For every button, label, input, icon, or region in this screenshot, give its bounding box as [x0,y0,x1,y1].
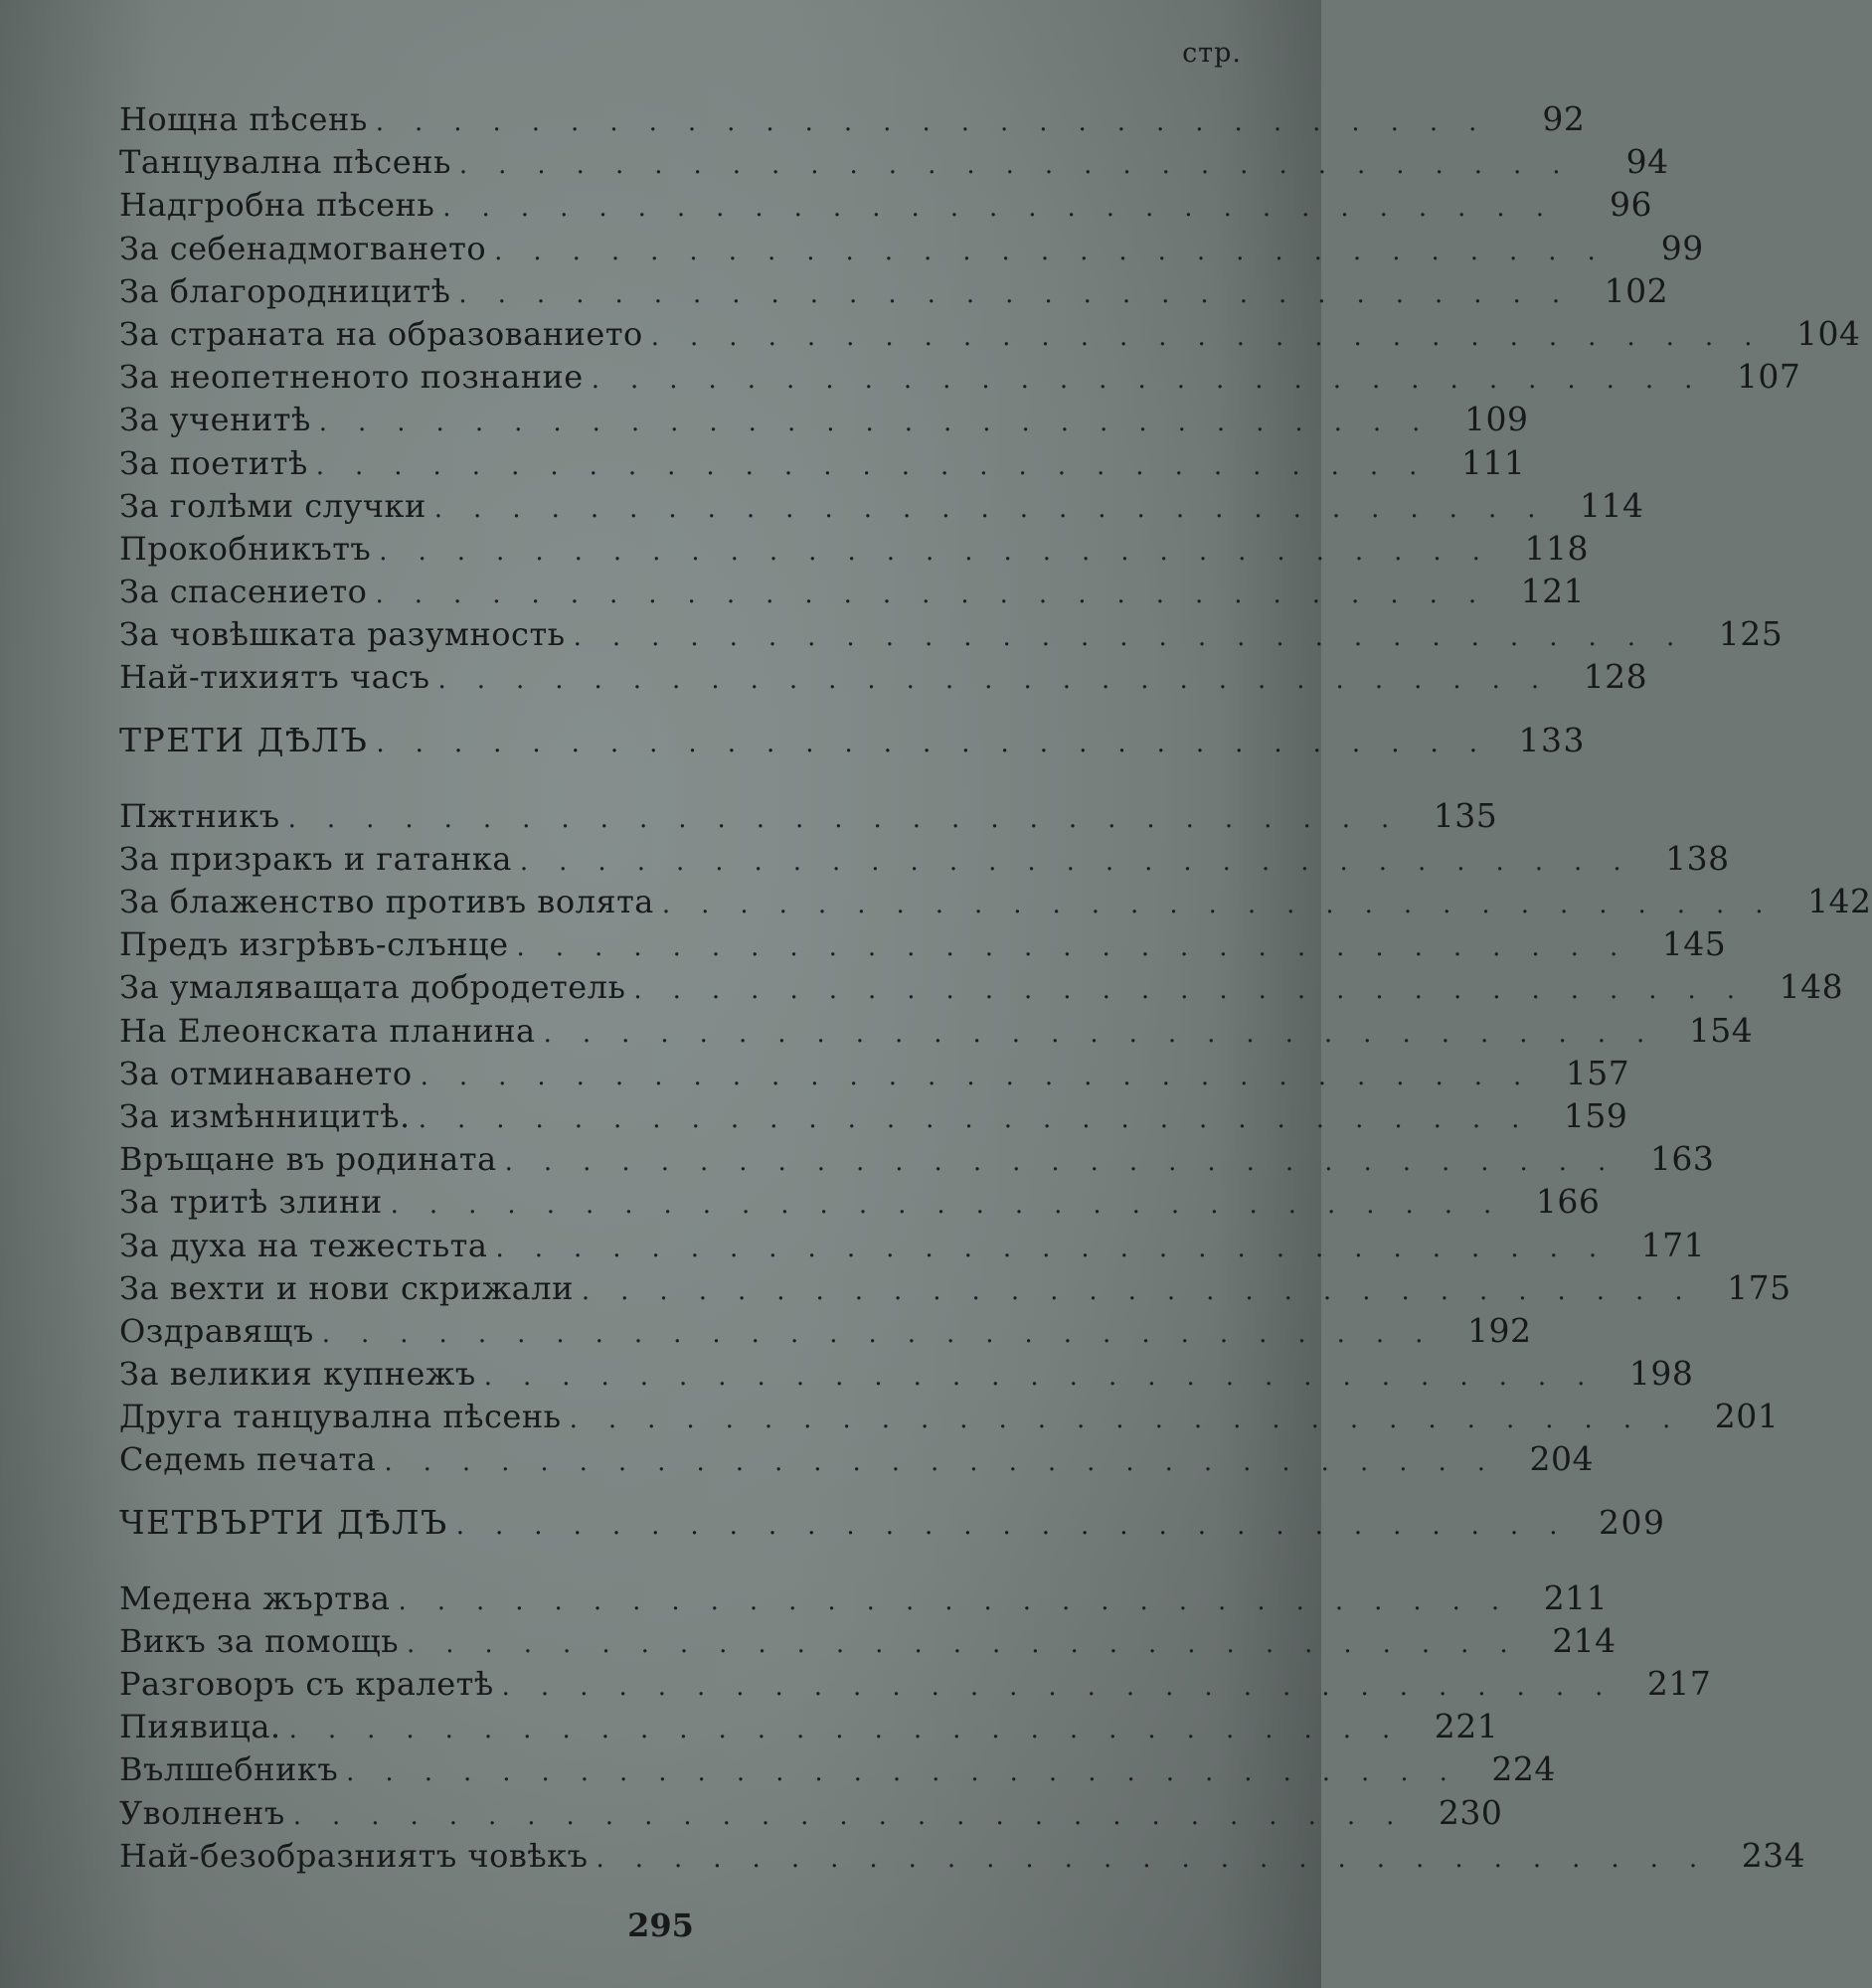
toc-entry-page: 221 [1434,1707,1499,1746]
toc-section-part3 [119,795,1872,1483]
toc-entry [119,485,1644,529]
toc-entry-page: 114 [1579,485,1644,525]
dot-leader: ............................. [494,236,1626,266]
toc-entry-title: За отминаването [119,1054,413,1092]
toc-entry-title: Уволненъ [119,1793,285,1832]
dot-leader: ............................. [569,1405,1702,1435]
toc-entry-page: 204 [1529,1439,1595,1479]
toc-entry-page: 104 [1795,313,1861,353]
toc-entry [119,1053,1630,1096]
dot-leader: ............................. [288,1715,1422,1745]
toc-entry-page: 118 [1524,528,1589,568]
toc-entry-title: Оздравящъ [119,1311,314,1350]
toc-entry-page: 94 [1625,142,1669,182]
toc-entry-page: 138 [1665,838,1730,878]
toc-entry-title: За призракъ и гатанка [119,839,512,878]
toc-entry [119,657,1648,700]
toc-entry-page: 128 [1583,657,1648,697]
toc-entry [119,270,1669,314]
toc-entry [119,1835,1806,1879]
toc-entry-title: За неопетненото познание [119,358,584,397]
toc-entry-page: 201 [1714,1397,1780,1436]
toc-entry-title: Пжтникъ [119,796,280,835]
toc-entry-title: Разговоръ съ кралетѣ [119,1665,494,1703]
toc-entry [119,882,1872,924]
toc-entry-page: 125 [1718,614,1784,654]
dot-leader: ............................. [495,1233,1628,1263]
toc-entry [119,1577,1609,1621]
page-column-label: стр. [1182,38,1242,69]
dot-leader: ............................. [591,365,1724,396]
toc-entry-title: Надгробна пѣсень [119,186,435,225]
dot-leader: ............................. [458,150,1592,181]
toc-section-part4 [119,1577,1806,1879]
toc-entry-title: Най-безобразниятъ човѣкъ [119,1836,589,1875]
toc-entry [119,1707,1499,1749]
toc-entry-title: Танцувална пѣсень [119,143,451,182]
dot-leader: ............................. [375,580,1508,610]
dot-leader: ............................. [455,1510,1589,1541]
toc-entry-page: 214 [1552,1620,1617,1660]
dot-leader: ............................. [504,1147,1637,1178]
toc-entry [119,924,1727,967]
dot-leader: ............................. [501,1672,1634,1702]
toc-entry [119,1139,1715,1182]
toc-entry-page: 171 [1640,1225,1706,1264]
toc-section-part2-continued [119,99,1861,701]
toc-entry [119,357,1801,400]
toc-entry [119,400,1529,442]
toc-entry-page: 109 [1463,400,1529,439]
toc-entry [119,1225,1706,1268]
dot-leader: ............................. [376,728,1508,758]
toc-entry [119,614,1784,657]
dot-leader: ............................. [375,107,1508,137]
toc-entry [119,1310,1532,1354]
toc-entry [119,228,1704,271]
dot-leader: ............................. [442,193,1575,224]
toc-entry-title: Най-тихиятъ часъ [119,658,430,697]
toc-entry [119,967,1844,1010]
dot-leader: ............................. [287,803,1421,834]
toc-entry-title: Седемь печата [119,1440,377,1479]
dot-leader: ............................. [650,321,1784,352]
toc-entry-page: 96 [1609,185,1652,225]
toc-entry-title: За голѣми случки [119,486,426,525]
toc-entry-page: 198 [1628,1354,1694,1394]
dot-leader: ............................. [398,1585,1531,1616]
dot-leader: ............................. [543,1018,1676,1049]
toc-entry-title: Пиявица. [119,1708,281,1746]
toc-entry-page: 175 [1727,1267,1791,1307]
dot-leader: ............................. [418,1103,1551,1134]
part-heading-page: 133 [1518,720,1586,759]
toc-part-heading [119,720,1586,780]
toc-entry-page: 142 [1807,882,1872,920]
toc-entry-page: 217 [1646,1664,1712,1703]
dot-leader: ............................. [420,1061,1553,1091]
toc-entry-page: 230 [1438,1792,1503,1832]
part-heading-page: 209 [1598,1502,1666,1542]
dot-leader: ............................. [633,975,1767,1006]
dot-leader: ............................. [581,1275,1714,1306]
toc-entry-page: 211 [1543,1577,1609,1617]
toc-entry [119,1354,1694,1397]
dot-leader: ............................. [516,932,1649,963]
toc-entry-title: За страната на образованието [119,314,643,353]
toc-entry [119,442,1526,486]
dot-leader: ............................. [384,1447,1517,1478]
toc-entry [119,1620,1617,1664]
toc-entry-title: Вълшебникъ [119,1750,339,1789]
toc-entry-page: 111 [1460,442,1526,482]
toc-entry [119,572,1586,614]
toc-entry-page: 224 [1491,1749,1556,1789]
toc-entry-title: За човѣшката разумность [119,615,566,654]
toc-entry-title: За себенадмогването [119,229,487,267]
toc-entry-title: За измѣнницитѣ. [119,1096,411,1135]
page-number: 295 [627,1906,694,1944]
dot-leader: ............................. [292,1800,1426,1831]
toc-entry [119,99,1586,142]
toc-entry-title: За блаженство противъ волята [119,883,654,920]
dot-leader: ............................. [379,536,1511,567]
dot-leader: ............................. [315,450,1448,481]
dot-leader: ............................. [573,622,1706,653]
toc-entry [119,1010,1754,1054]
toc-entry-title: Друга танцувална пѣсень [119,1398,562,1436]
toc-entry-page: 99 [1660,228,1704,267]
dot-leader: ............................. [437,665,1571,696]
toc-entry-title: За великия купнежъ [119,1355,476,1394]
dot-leader: ............................. [407,1628,1539,1659]
toc-entry-page: 159 [1563,1095,1628,1135]
table-of-contents [119,99,1872,1879]
toc-entry-title: За благородницитѣ [119,271,451,310]
toc-entry-page: 92 [1542,99,1586,138]
toc-entry [119,1664,1712,1707]
toc-entry [119,1267,1791,1311]
toc-entry-title: За спасението [119,573,368,611]
toc-entry [119,1397,1780,1439]
toc-entry-page: 148 [1779,967,1844,1007]
toc-entry [119,1182,1601,1225]
toc-entry-page: 234 [1741,1835,1806,1875]
toc-entry [119,1095,1628,1139]
part-heading-title: ЧЕТВЪРТИ ДѢЛЪ [119,1502,448,1542]
toc-entry-title: На Елеонската планина [119,1011,536,1050]
dot-leader: ............................. [318,408,1451,438]
toc-entry [119,528,1589,572]
dot-leader: ............................. [483,1362,1617,1393]
toc-entry-page: 121 [1520,572,1586,611]
toc-entry [119,185,1652,228]
toc-entry-page: 102 [1604,270,1669,310]
toc-entry-title: За тритѣ злини [119,1183,383,1222]
toc-entry-page: 154 [1688,1010,1754,1050]
dot-leader: ............................. [433,493,1567,524]
dot-leader: ............................. [390,1190,1523,1221]
dot-leader: ............................. [519,846,1652,877]
toc-part-heading [119,1502,1666,1563]
toc-entry-page: 163 [1649,1139,1715,1179]
dot-leader: ............................. [661,890,1794,919]
toc-entry [119,142,1669,185]
toc-entry [119,1439,1595,1482]
toc-entry-title: Нощна пѣсень [119,100,368,138]
toc-entry-page: 107 [1736,357,1801,397]
toc-entry-title: Прокобникътъ [119,529,372,568]
toc-entry-title: За ученитѣ [119,401,311,439]
toc-entry-title: За вехти и нови скрижали [119,1268,574,1307]
toc-entry-page: 157 [1565,1053,1630,1092]
toc-entry-title: Викъ за помощь [119,1621,399,1660]
dot-leader: ............................. [346,1757,1478,1788]
dot-leader: ............................. [321,1318,1454,1349]
toc-entry-page: 145 [1661,924,1727,964]
toc-entry [119,795,1498,839]
toc-entry-title: За духа на тежестьта [119,1226,488,1264]
toc-entry-page: 192 [1466,1310,1532,1350]
toc-entry-title: Предъ изгрѣвъ-слънце [119,925,509,964]
toc-entry-title: За поетитѣ [119,443,308,482]
toc-entry [119,1792,1503,1836]
part-heading-title: ТРЕТИ ДѢЛЪ [119,720,369,759]
toc-entry-title: Медена жъртва [119,1578,391,1617]
toc-entry-title: Връщане въ родината [119,1140,497,1179]
toc-entry-page: 166 [1535,1182,1601,1222]
toc-entry [119,313,1861,357]
toc-entry-title: За умаляващата добродетель [119,968,626,1007]
toc-entry-page: 135 [1433,795,1498,835]
toc-entry [119,838,1730,882]
toc-entry [119,1749,1556,1792]
dot-leader: ............................. [458,278,1592,309]
dot-leader: ............................. [596,1843,1729,1874]
